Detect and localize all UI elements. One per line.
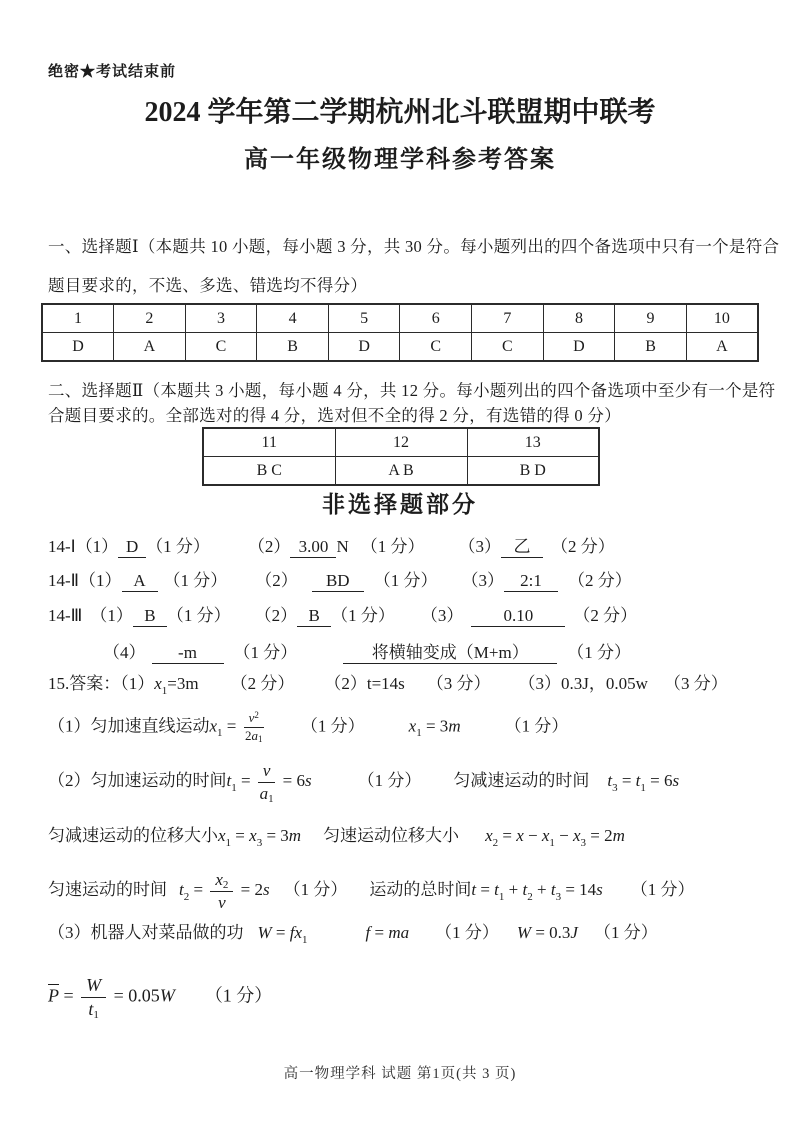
math-var: x	[249, 826, 257, 845]
subscript: 1	[640, 781, 646, 794]
cn-text: 匀速运动位移大小	[323, 826, 460, 845]
section2-intro-line2: 合题目要求的。全部选对的得 4 分，选对但不全的得 2 分，有选错的得 0 分）	[48, 406, 621, 425]
roman-text: =	[617, 770, 636, 790]
roman-text: +	[504, 879, 523, 899]
math-var: t	[635, 770, 641, 790]
nonchoice-section-heading: 非选择题部分	[322, 492, 478, 517]
roman-text: =	[236, 770, 255, 790]
cn-text: （3）	[420, 606, 464, 625]
table-header-row	[203, 428, 599, 457]
roman-text: = 6	[645, 770, 673, 790]
cn-text: （1 分）	[373, 571, 438, 590]
question-number: 2	[114, 304, 186, 333]
fraction-denominator	[88, 998, 99, 1020]
cn-text: （2）匀加速运动的时间	[48, 770, 227, 790]
math-var: m	[612, 826, 625, 845]
cn-text: （1 分）	[593, 923, 658, 942]
roman-text: = 6	[278, 770, 305, 790]
math-var: t	[471, 879, 477, 899]
subscript: 1	[225, 837, 232, 849]
subscript: 1	[549, 837, 555, 849]
cn-text: （3）	[461, 571, 505, 590]
math-var: a	[251, 727, 259, 743]
math-var: s	[304, 770, 312, 790]
cn-text: （2 分）	[230, 674, 295, 693]
fraction	[81, 975, 106, 1019]
question-number: 11	[203, 428, 335, 457]
answer-cell: D	[543, 333, 615, 362]
roman-text: −	[554, 826, 573, 845]
subscript: 1	[268, 792, 274, 805]
roman-text: = 3	[262, 826, 289, 845]
subscript: 1	[498, 890, 505, 903]
cn-text: 运动的总时间	[369, 879, 472, 899]
math-var: s	[262, 879, 270, 899]
underlined-answer: BD	[312, 571, 364, 592]
answer-cell: D	[42, 333, 114, 362]
cn-text: （1 分）	[146, 537, 210, 556]
question-number: 7	[472, 304, 544, 333]
subscript: 3	[580, 837, 587, 849]
cn-text: （2）	[247, 537, 291, 556]
page-title: 2024 学年第二学期杭州北斗联盟期中联考	[144, 97, 656, 128]
cn-text: （2 分）	[568, 571, 632, 590]
answer-line-14-1	[48, 532, 615, 558]
answer-cell: A B	[335, 457, 467, 486]
cn-text: （1 分）	[166, 606, 231, 625]
roman-text: 0.3J，0.05w	[561, 674, 648, 693]
question-number: 12	[335, 428, 467, 457]
fraction	[210, 870, 233, 912]
math-var: x	[572, 826, 581, 845]
fraction	[258, 761, 276, 803]
answer-cell: C	[400, 333, 472, 362]
cn-text: （3 分）	[426, 674, 491, 693]
math-var: x	[218, 826, 226, 845]
answer-line-14-2	[48, 566, 632, 592]
cn-text: （1）	[75, 537, 119, 556]
cn-text: （2）	[254, 606, 298, 625]
fraction-numerator	[81, 975, 106, 998]
roman-text: = 2	[236, 879, 263, 899]
math-var: f	[365, 923, 371, 942]
underlined-answer: 0.10	[471, 606, 565, 627]
roman-text: = 0.3	[531, 923, 571, 942]
cn-text: （2）	[255, 571, 298, 590]
math-var: t	[88, 998, 94, 1019]
cn-text: （1 分）	[360, 537, 425, 556]
subscript: 3	[555, 890, 562, 903]
underlined-answer: A	[122, 571, 158, 592]
underlined-answer: 将横轴变成（M+m）	[343, 638, 557, 664]
answer-line-14-4	[103, 638, 631, 664]
math-var: fx	[289, 923, 303, 942]
math-var: t	[522, 879, 528, 899]
formula-line-15-1	[48, 711, 568, 744]
cn-text: （2）	[324, 674, 367, 693]
math-var: x	[215, 870, 223, 889]
math-var: a	[259, 783, 269, 803]
cn-text: （1 分）	[435, 923, 499, 942]
table-answer-row	[42, 333, 758, 362]
cn-text: （1 分）	[204, 985, 273, 1006]
math-var: W	[257, 923, 272, 942]
math-var: x	[485, 826, 493, 845]
formula-line-15-2	[48, 761, 679, 803]
section2-answer-table	[202, 427, 600, 486]
subscript: 1	[161, 685, 168, 697]
subscript: 1	[231, 781, 237, 794]
math-var: W	[159, 985, 175, 1006]
roman-text: =	[271, 923, 290, 942]
answer-line-15-summary	[48, 669, 728, 697]
roman-text: 14-Ⅲ	[48, 606, 83, 625]
subscript: 1	[93, 1008, 99, 1021]
fraction-numerator	[258, 761, 276, 783]
roman-text: 14-Ⅱ	[48, 571, 80, 590]
math-var: m	[288, 826, 302, 845]
subscript: 3	[612, 781, 618, 794]
question-number: 6	[400, 304, 472, 333]
subscript: 2	[183, 890, 190, 903]
roman-text: = 14	[561, 879, 597, 899]
roman-text: =	[189, 879, 208, 899]
cn-text: （1）匀加速直线运动	[48, 716, 210, 736]
formula-line-15-5	[48, 918, 658, 946]
roman-text: =	[222, 716, 241, 736]
math-var: t	[607, 770, 613, 790]
subscript: 1	[416, 727, 422, 740]
superscript: 2	[254, 710, 259, 720]
roman-text: t=14s	[366, 674, 405, 693]
answer-cell: B	[615, 333, 687, 362]
subscript: 1	[258, 733, 263, 744]
cn-text: 匀减速运动的时间	[453, 770, 590, 790]
roman-text: 2	[245, 727, 252, 743]
math-var: t	[494, 879, 499, 899]
math-var: t	[179, 879, 184, 899]
cn-text: （1 分）	[300, 716, 365, 736]
cn-text: （1 分）	[630, 879, 695, 899]
cn-text: （4）	[103, 643, 146, 662]
math-var: v	[248, 710, 255, 725]
answer-cell: B C	[203, 457, 335, 486]
page-subtitle: 高一年级物理学科参考答案	[244, 147, 556, 173]
math-var: W	[86, 975, 102, 995]
page-footer: 高一物理学科 试题 第1页(共 3 页)	[283, 1066, 517, 1082]
fraction-numerator	[244, 711, 264, 728]
subscript: 1	[302, 934, 308, 946]
question-number: 10	[686, 304, 758, 333]
answer-cell: D	[328, 333, 400, 362]
question-number: 3	[185, 304, 257, 333]
answer-cell: B	[257, 333, 329, 362]
formula-line-15-3	[48, 821, 625, 849]
classification-label: 绝密★考试结束前	[48, 64, 177, 80]
cn-text: （1 分）	[357, 770, 422, 790]
underlined-answer: B	[133, 606, 167, 627]
cn-text: （3）	[458, 537, 501, 556]
question-number: 9	[615, 304, 687, 333]
answer-cell: C	[185, 333, 257, 362]
cn-text: （1 分）	[233, 643, 298, 662]
roman-text: =	[498, 826, 517, 845]
math-var: v	[218, 892, 226, 912]
math-var: W	[516, 923, 532, 942]
underlined-answer: B	[297, 606, 331, 627]
roman-text: = 0.05	[109, 985, 160, 1006]
roman-text: =	[59, 985, 79, 1006]
question-number: 13	[467, 428, 599, 457]
table-header-row	[42, 304, 758, 333]
underlined-answer: 乙	[501, 532, 543, 558]
question-number: 5	[328, 304, 400, 333]
underlined-answer: D	[118, 537, 146, 558]
answer-cell: A	[114, 333, 186, 362]
subscript: 1	[217, 727, 223, 740]
answer-cell: A	[686, 333, 758, 362]
cn-text: （1 分）	[283, 879, 348, 899]
cn-text: （2 分）	[573, 606, 638, 625]
section2-intro-line1: 二、选择题Ⅱ（本题共 3 小题，每小题 4 分，共 12 分。每小题列出的四个备选项中至少有一个是符	[48, 381, 776, 400]
roman-text: = 2	[586, 826, 613, 845]
subscript: 2	[527, 890, 533, 903]
formula-line-15-6	[48, 975, 272, 1019]
fraction-denominator	[218, 892, 226, 913]
math-var: x	[541, 826, 550, 845]
question-number: 1	[42, 304, 114, 333]
cn-text: （3）	[518, 674, 562, 693]
cn-text: 匀速运动的时间	[48, 879, 167, 899]
math-var: t	[550, 879, 556, 899]
roman-text: =3m	[167, 674, 199, 693]
subscript: 2	[492, 837, 499, 849]
cn-text: （1）	[90, 606, 133, 625]
cn-text: （1 分）	[163, 571, 228, 590]
math-var: ma	[388, 923, 410, 942]
math-var: x	[209, 716, 218, 736]
underlined-answer: 2:1	[504, 571, 558, 592]
math-var: s	[672, 770, 680, 790]
roman-text: = 3	[421, 716, 449, 736]
table-answer-row	[203, 457, 599, 486]
fraction-denominator	[245, 728, 263, 744]
fraction-numerator	[210, 870, 233, 892]
cn-text: （1 分）	[504, 716, 569, 736]
fraction-denominator	[260, 783, 274, 804]
cn-text: （2 分）	[550, 537, 615, 556]
underlined-answer: 3.00	[290, 537, 336, 558]
roman-text: =	[231, 826, 250, 845]
math-var: s	[596, 879, 603, 899]
answer-line-14-3	[48, 601, 637, 627]
section1-answer-table	[41, 303, 759, 362]
roman-text: −	[523, 826, 542, 845]
cn-text: 匀减速运动的位移大小	[48, 826, 218, 845]
math-var: J	[570, 923, 578, 942]
cn-text: 15.答案：（1）	[48, 674, 155, 693]
math-var: m	[448, 716, 461, 736]
cn-text: （1 分）	[331, 606, 395, 625]
math-var: x	[516, 826, 524, 845]
answer-cell: B D	[467, 457, 599, 486]
overline-var: $\overline{P}$	[48, 985, 59, 1006]
roman-text: 14-Ⅰ	[48, 537, 76, 556]
formula-line-15-4	[48, 870, 695, 912]
roman-text: =	[370, 923, 389, 942]
question-number: 4	[257, 304, 329, 333]
underlined-answer: -m	[152, 643, 224, 664]
fraction	[244, 711, 264, 744]
math-var: v	[262, 761, 271, 780]
roman-text: =	[476, 879, 495, 899]
roman-text: +	[532, 879, 551, 899]
subscript: 3	[256, 837, 263, 849]
math-var: t	[226, 770, 232, 790]
subscript: 2	[222, 879, 229, 891]
cn-text: （1）	[79, 571, 122, 590]
roman-text: N	[336, 537, 349, 556]
section1-intro-line1: 一、选择题Ⅰ（本题共 10 小题，每小题 3 分，共 30 分。每小题列出的四个备选项中只有一个是符合	[48, 237, 780, 256]
question-number: 8	[543, 304, 615, 333]
math-var: x	[408, 716, 417, 736]
cn-text: （3 分）	[663, 674, 728, 693]
cn-text: （3）机器人对菜品做的功	[48, 923, 244, 942]
answer-cell: C	[472, 333, 544, 362]
math-var: x	[154, 674, 162, 693]
cn-text: （1 分）	[567, 643, 631, 662]
section1-intro-line2: 题目要求的，不选、多选、错选均不得分）	[48, 276, 368, 295]
